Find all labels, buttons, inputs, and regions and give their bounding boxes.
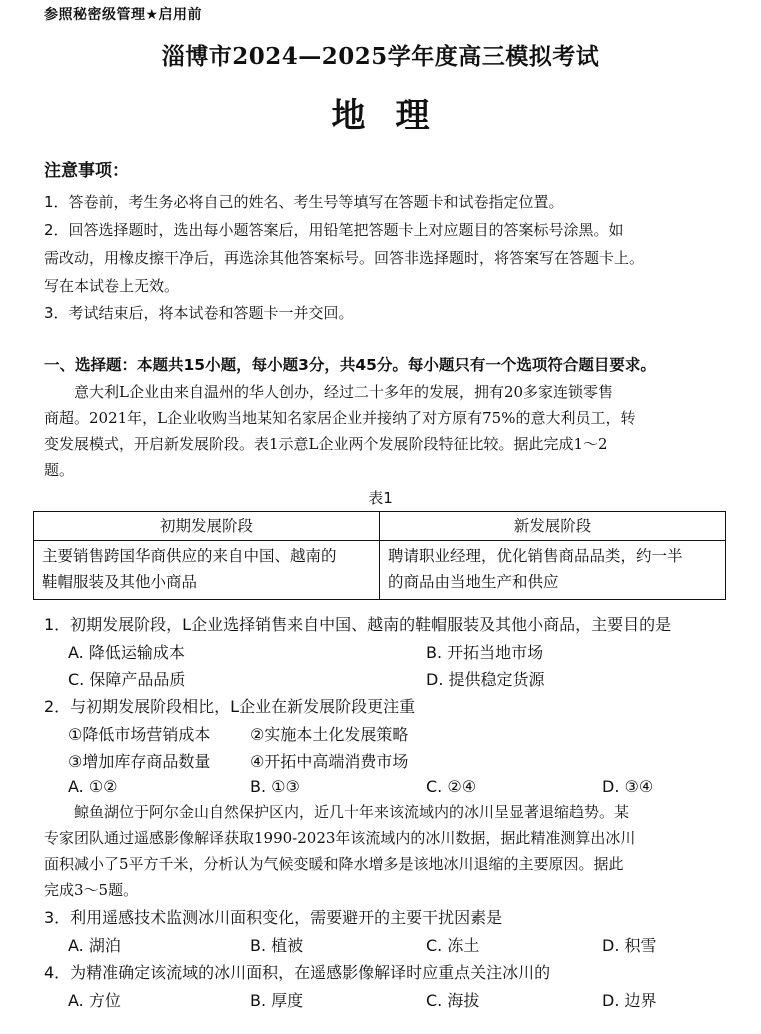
q4-option-b[interactable]: B. 厚度 — [250, 991, 304, 1010]
q3-option-c[interactable]: C. 冻土 — [426, 936, 480, 955]
passage-line: 变发展模式，开启新发展阶段。表1示意L企业两个发展阶段特征比较。据此完成1～2 — [44, 435, 608, 453]
table-cell-line: 鞋帽服装及其他小商品 — [42, 573, 198, 591]
q3-option-a[interactable]: A. 湖泊 — [68, 936, 121, 955]
table-header-row — [34, 512, 726, 541]
table-header: 初期发展阶段 — [34, 512, 380, 541]
q2-option-d[interactable]: D. ③④ — [602, 777, 654, 796]
question-4-stem: 4．为精准确定该流域的冰川面积，在遥感影像解译时应重点关注冰川的 — [44, 963, 551, 982]
q1-option-b[interactable]: B. 开拓当地市场 — [426, 643, 544, 662]
exam-title: 淄博市2024—2025学年度高三模拟考试 — [161, 43, 600, 70]
q1-option-c[interactable]: C. 保障产品品质 — [68, 670, 186, 689]
table-cell — [380, 541, 726, 600]
q4-option-a[interactable]: A. 方位 — [68, 991, 121, 1010]
q3-option-b[interactable]: B. 植被 — [250, 936, 304, 955]
q1-option-a[interactable]: A. 降低运输成本 — [68, 643, 185, 662]
table-row — [34, 541, 726, 600]
passage-line: 意大利L企业由来自温州的华人创办，经过二十多年的发展，拥有20多家连锁零售 — [74, 383, 614, 401]
table-cell-line: 聘请职业经理，优化销售商品品类，约一半 — [388, 547, 683, 565]
note-line: 写在本试卷上无效。 — [44, 277, 180, 295]
q2-statement-3: ③增加库存商品数量 — [68, 752, 211, 771]
table-header: 新发展阶段 — [380, 512, 726, 541]
note-line: 1．答卷前，考生务必将自己的姓名、考生号等填写在答题卡和试卷指定位置。 — [44, 193, 564, 211]
q3-option-d[interactable]: D. 积雪 — [602, 936, 657, 955]
table-cell-line: 的商品由当地生产和供应 — [388, 573, 559, 591]
passage-line: 完成3～5题。 — [44, 881, 139, 899]
q2-statement-2: ②实施本土化发展策略 — [250, 725, 409, 744]
question-1-stem: 1．初期发展阶段，L企业选择销售来自中国、越南的鞋帽服装及其他小商品，主要目的是 — [44, 615, 672, 634]
subject-title: 地理 — [331, 96, 460, 136]
note-line: 3．考试结束后，将本试卷和答题卡一并交回。 — [44, 304, 354, 322]
question-2-stem: 2．与初期发展阶段相比，L企业在新发展阶段更注重 — [44, 697, 416, 716]
passage-line: 鲸鱼湖位于阿尔金山自然保护区内，近几十年来该流域内的冰川呈显著退缩趋势。某 — [74, 803, 630, 821]
section-heading: 一、选择题：本题共15小题，每小题3分，共45分。每小题只有一个选项符合题目要求。 — [44, 356, 656, 374]
q2-option-a[interactable]: A. ①② — [68, 777, 118, 796]
q2-option-c[interactable]: C. ②④ — [426, 777, 477, 796]
passage-line: 商超。2021年，L企业收购当地某知名家居企业并接纳了对方原有75%的意大利员工，转 — [44, 409, 636, 427]
q4-option-c[interactable]: C. 海拔 — [426, 991, 480, 1010]
note-line: 2．回答选择题时，选出每小题答案后，用铅笔把答题卡上对应题目的答案标号涂黑。如 — [44, 221, 624, 239]
secret-mark: 参照秘密级管理★启用前 — [44, 7, 203, 23]
question-3-stem: 3．利用遥感技术监测冰川面积变化，需要避开的主要干扰因素是 — [44, 908, 503, 927]
notes-heading: 注意事项： — [44, 161, 129, 181]
table-cell — [34, 541, 380, 600]
q2-statement-1: ①降低市场营销成本 — [68, 725, 211, 744]
q4-option-d[interactable]: D. 边界 — [602, 991, 657, 1010]
table-caption: 表1 — [368, 489, 393, 507]
comparison-table — [33, 511, 726, 600]
passage-line: 专家团队通过遥感影像解译获取1990-2023年该流域内的冰川数据，据此精准测算出冰川 — [44, 829, 636, 847]
q1-option-d[interactable]: D. 提供稳定货源 — [426, 670, 545, 689]
passage-line: 面积减小了5平方千米，分析认为气候变暖和降水增多是该地冰川退缩的主要原因。据此 — [44, 855, 624, 873]
note-line: 需改动，用橡皮擦干净后，再选涂其他答案标号。回答非选择题时，将答案写在答题卡上。 — [44, 249, 645, 267]
table-cell-line: 主要销售跨国华商供应的来自中国、越南的 — [42, 547, 337, 565]
q2-option-b[interactable]: B. ①③ — [250, 777, 300, 796]
q2-statement-4: ④开拓中高端消费市场 — [250, 752, 409, 771]
passage-line: 题。 — [44, 461, 75, 479]
